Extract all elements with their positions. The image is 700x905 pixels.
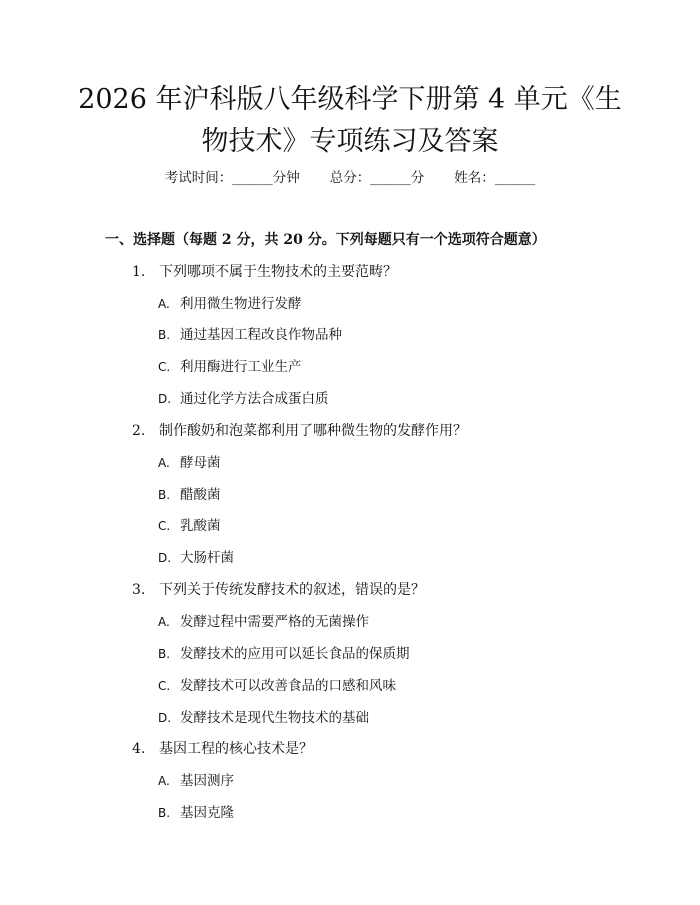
option-letter: C.	[158, 519, 171, 533]
option-text: 利用酶进行工业生产	[180, 359, 302, 375]
option-1d	[158, 389, 329, 409]
option-text: 酵母菌	[180, 455, 221, 471]
exam-meta	[0, 168, 700, 188]
question-text: 制作酸奶和泡菜都利用了哪种微生物的发酵作用？	[159, 423, 467, 439]
option-2b	[158, 485, 221, 505]
option-1a	[158, 294, 302, 314]
option-3d	[158, 708, 369, 728]
question-number: 4.	[132, 741, 146, 757]
option-text: 大肠杆菌	[180, 550, 234, 566]
option-2d	[158, 548, 234, 568]
option-4b	[158, 803, 234, 823]
option-2a	[158, 453, 221, 473]
option-text: 发酵技术是现代生物技术的基础	[180, 710, 369, 726]
option-2c	[158, 516, 221, 536]
exam-time-field: 考试时间：______分钟	[164, 170, 300, 186]
option-letter: B.	[158, 806, 171, 820]
question-4	[132, 739, 313, 759]
option-3a	[158, 612, 369, 632]
question-text: 下列关于传统发酵技术的叙述，错误的是？	[159, 582, 425, 598]
option-1c	[158, 357, 302, 377]
option-letter: B.	[158, 647, 171, 661]
option-3b	[158, 644, 410, 664]
option-text: 发酵过程中需要严格的无菌操作	[180, 614, 369, 630]
option-3c	[158, 676, 396, 696]
question-number: 1.	[132, 264, 146, 280]
option-letter: B.	[158, 488, 171, 502]
option-letter: A.	[158, 615, 170, 629]
section-heading: 一、选择题（每题 2 分，共 20 分。下列每题只有一个选项符合题意）	[105, 232, 546, 248]
title-line-1: 2026 年沪科版八年级科学下册第 4 单元《生	[78, 84, 622, 115]
option-letter: D.	[158, 711, 172, 725]
option-text: 发酵技术的应用可以延长食品的保质期	[180, 646, 410, 662]
question-number: 3.	[132, 582, 146, 598]
student-name-field: 姓名：______	[454, 170, 536, 186]
option-text: 基因测序	[180, 773, 234, 789]
option-text: 乳酸菌	[180, 518, 221, 534]
option-text: 通过化学方法合成蛋白质	[180, 391, 329, 407]
question-text: 下列哪项不属于生物技术的主要范畴？	[159, 264, 397, 280]
option-text: 利用微生物进行发酵	[180, 296, 302, 312]
option-1b	[158, 325, 342, 345]
question-1	[132, 262, 397, 282]
question-number: 2.	[132, 423, 146, 439]
option-letter: C.	[158, 360, 171, 374]
option-4a	[158, 771, 234, 791]
option-letter: D.	[158, 551, 172, 565]
option-text: 通过基因工程改良作物品种	[180, 327, 342, 343]
question-2	[132, 421, 467, 441]
option-text: 醋酸菌	[180, 487, 221, 503]
option-text: 基因克隆	[180, 805, 234, 821]
option-text: 发酵技术可以改善食品的口感和风味	[180, 678, 396, 694]
option-letter: A.	[158, 297, 170, 311]
option-letter: C.	[158, 679, 171, 693]
page-title	[60, 79, 640, 163]
total-score-field: 总分：______分	[329, 170, 425, 186]
option-letter: A.	[158, 774, 170, 788]
question-text: 基因工程的核心技术是？	[159, 741, 313, 757]
option-letter: A.	[158, 456, 170, 470]
title-line-2: 物技术》专项练习及答案	[201, 126, 499, 157]
option-letter: B.	[158, 328, 171, 342]
option-letter: D.	[158, 392, 172, 406]
question-3	[132, 580, 425, 600]
